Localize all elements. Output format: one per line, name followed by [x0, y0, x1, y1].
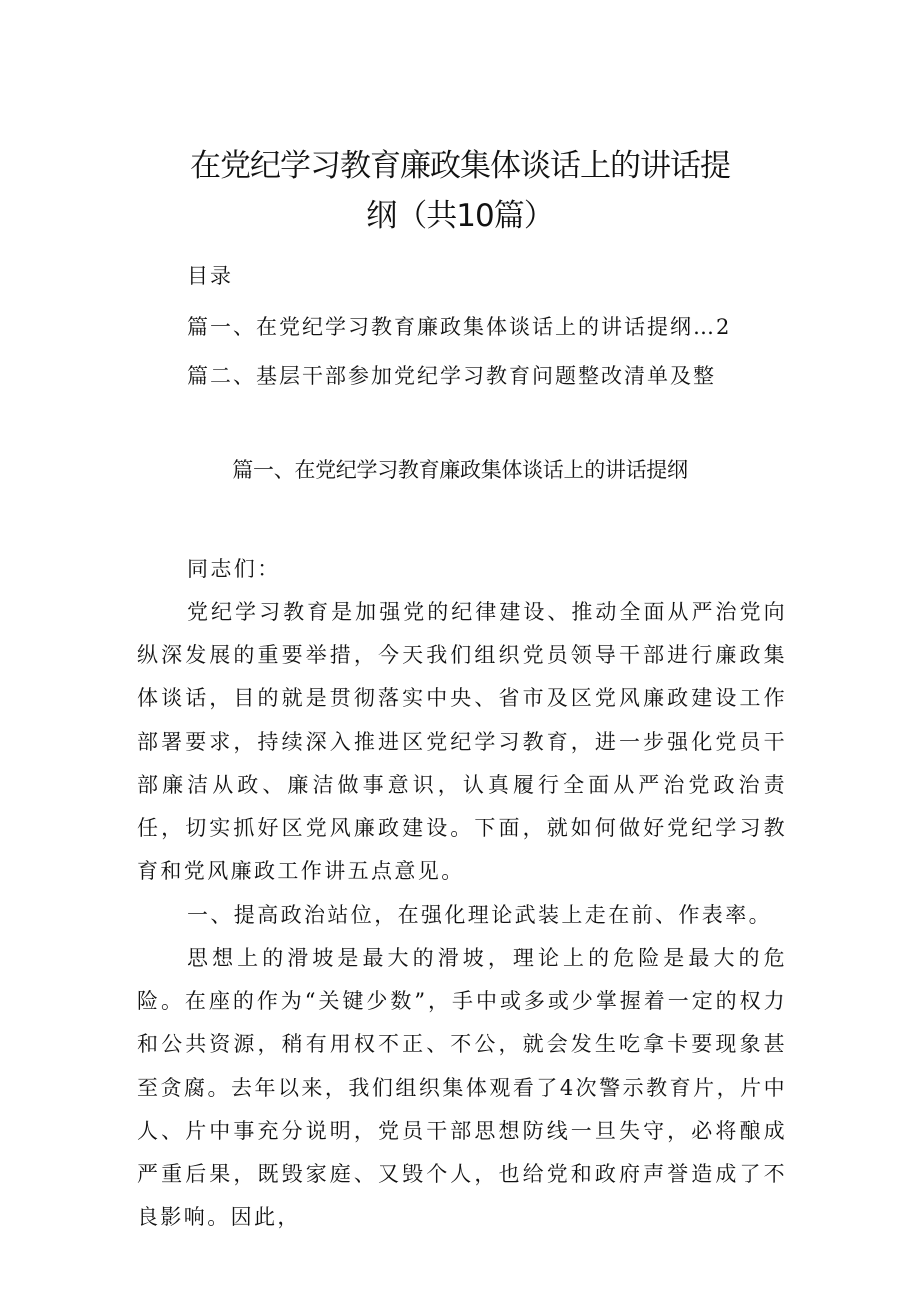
- body-paragraph-1: 党纪学习教育是加强党的纪律建设、推动全面从严治党向纵深发展的重要举措，今天我们组织党员领导干部进行廉政集体谈话，目的就是贯彻落实中央、省市及区党风廉政建设工作部署要求，持续深入推进区党纪学习教育，进一步强化党员干部廉洁从政、廉洁做事意识，认真履行全面从严治党政治责任，切实抓好区党风廉政建设。下面，就如何做好党纪学习教育和党风廉政工作讲五点意见。: [137, 600, 787, 884]
- document-title-line-1: 在党纪学习教育廉政集体谈话上的讲话提: [190, 148, 730, 184]
- toc-item-1[interactable]: 篇一、在党纪学习教育廉政集体谈话上的讲话提纲…2: [187, 315, 732, 339]
- body-paragraph-3: 思想上的滑坡是最大的滑坡，理论上的危险是最大的危险。在座的作为“关键少数”，手中或多或少掌握着一定的权力和公共资源，稍有用权不正、不公，就会发生吃拿卡要现象甚至贪腐。去年以来，我们组织集体观看了4次警示教育片，片中人、片中事充分说明，党员干部思想防线一旦失守，必将酿成严重后果，既毁家庭、又毁个人，也给党和政府声誉造成了不良影响。因此，: [137, 946, 787, 1230]
- greeting: 同志们：: [187, 557, 281, 581]
- toc-heading: 目录: [187, 264, 233, 288]
- section-heading: 篇一、在党纪学习教育廉政集体谈话上的讲话提纲: [232, 458, 688, 482]
- toc-item-2[interactable]: 篇二、基层干部参加党纪学习教育问题整改清单及整: [187, 364, 716, 388]
- document-title-line-2: 纲（共10篇）: [366, 198, 554, 234]
- body-paragraph-2: 一、提高政治站位，在强化理论武装上走在前、作表率。: [187, 903, 772, 927]
